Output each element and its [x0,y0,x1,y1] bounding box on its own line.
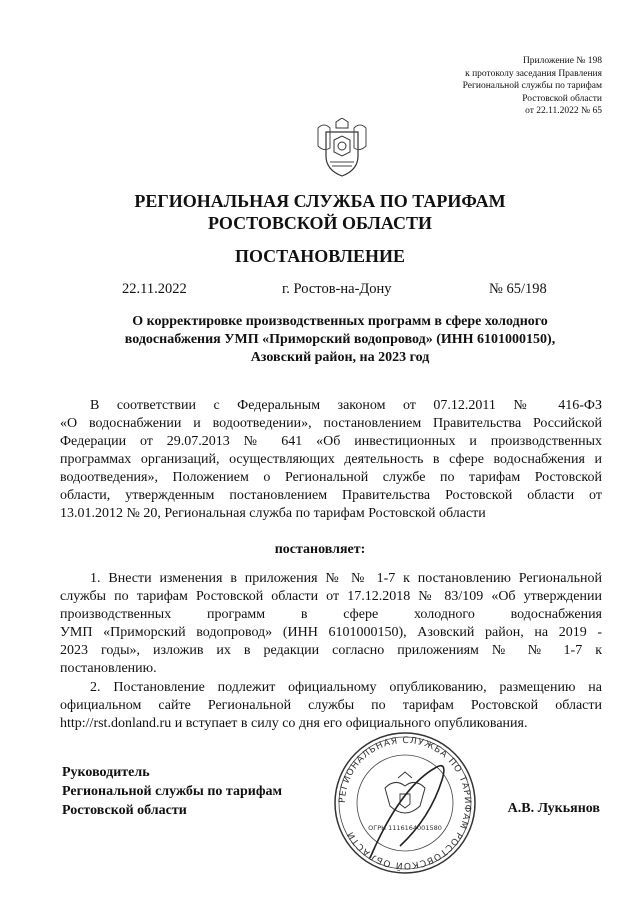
item-2-line: 2. Постановление подлежит официальному опубликованию, размещению на [90,680,602,695]
item-1-line: 2023 годы», изложив их в редакции согласно приложениям № № 1-7 к [60,643,602,658]
svg-text:РЕГИОНАЛЬНАЯ СЛУЖБА ПО ТАРИФАМ [338,736,472,872]
org-name-line1: РЕГИОНАЛЬНАЯ СЛУЖБА ПО ТАРИФАМ [134,191,506,211]
org-name-line2: РОСТОВСКОЙ ОБЛАСТИ [208,213,432,233]
document-subject [100,313,580,367]
item-1-line: постановлению. [60,661,157,676]
appendix-line: Ростовской области [522,93,602,104]
coat-of-arms-icon [316,118,368,180]
item-2-paragraph [60,679,602,733]
seal-inner-text: ОГРН 1116164001580 [368,824,442,832]
subject-line: водоснабжения УМП «Приморский водопровод» (ИНН 6101000150), [124,332,556,347]
document-number: № 65/198 [489,281,547,297]
resolve-heading: постановляет: [274,542,366,557]
subject-line: О корректировке производственных программ в сфере холодного [132,314,548,329]
signatory-title-line: Ростовской области [62,803,187,818]
preamble-line: 13.01.2012 № 20, Региональная служба по тарифам Ростовской области [60,506,486,521]
preamble-line: «О водоснабжении и водоотведении», постановлением Правительства Российской [60,416,602,431]
signatory-title-line: Руководитель [62,765,150,780]
item-1-line: службы по тарифам Ростовской области от 17.12.2018 № 83/109 «Об утверждении [60,589,602,604]
official-seal-icon [330,728,480,878]
item-1-paragraph [60,570,602,678]
preamble-line: В соответствии с Федеральным законом от 07.12.2011 № 416-ФЗ [90,398,602,413]
item-1-line: 1. Внести изменения в приложения № № 1-7 к постановлению Региональной [90,571,602,586]
preamble-line: области, утвержденным постановлением Правительства Ростовской области от [60,488,602,503]
document-date: 22.11.2022 [122,281,187,297]
seal-ring-text: РЕГИОНАЛЬНАЯ СЛУЖБА ПО ТАРИФАМ РОСТОВСКОЙ ОБЛАСТИ [337,735,473,871]
preamble-paragraph [60,397,602,523]
item-2-line: официальном сайте Региональной службы по тарифам Ростовской области [60,698,602,713]
preamble-line: программах организаций, осуществляющих деятельность в сфере водоснабжения и [60,452,602,467]
appendix-line: от 22.11.2022 № 65 [525,106,602,116]
subject-line: Азовский район, на 2023 год [250,350,430,365]
item-1-line: УМП «Приморский водопровод» (ИНН 6101000150), Азовский район, на 2019 - [60,625,602,640]
document-city: г. Ростов-на-Дону [282,281,392,297]
signatory-title [62,763,282,820]
signatory-name: А.В. Лукьянов [507,801,600,816]
preamble-line: Федерации от 29.07.2013 № 641 «Об инвестиционных и производственных [60,434,602,449]
appendix-line: Приложение № 198 [522,56,602,66]
appendix-line: Региональной службы по тарифам [462,81,602,91]
signatory-title-line: Региональной службы по тарифам [62,784,283,799]
preamble-line: водоотведения», Положением о Региональной службе по тарифам Ростовской [60,470,602,485]
appendix-line: к протоколу заседания Правления [465,68,602,79]
item-1-line: производственных программ в сфере холодного водоснабжения [60,607,602,622]
appendix-note [362,55,602,118]
item-2-line: http://rst.donland.ru и вступает в силу со дня его официального опубликования. [60,716,528,731]
document-type: ПОСТАНОВЛЕНИЕ [234,246,406,266]
